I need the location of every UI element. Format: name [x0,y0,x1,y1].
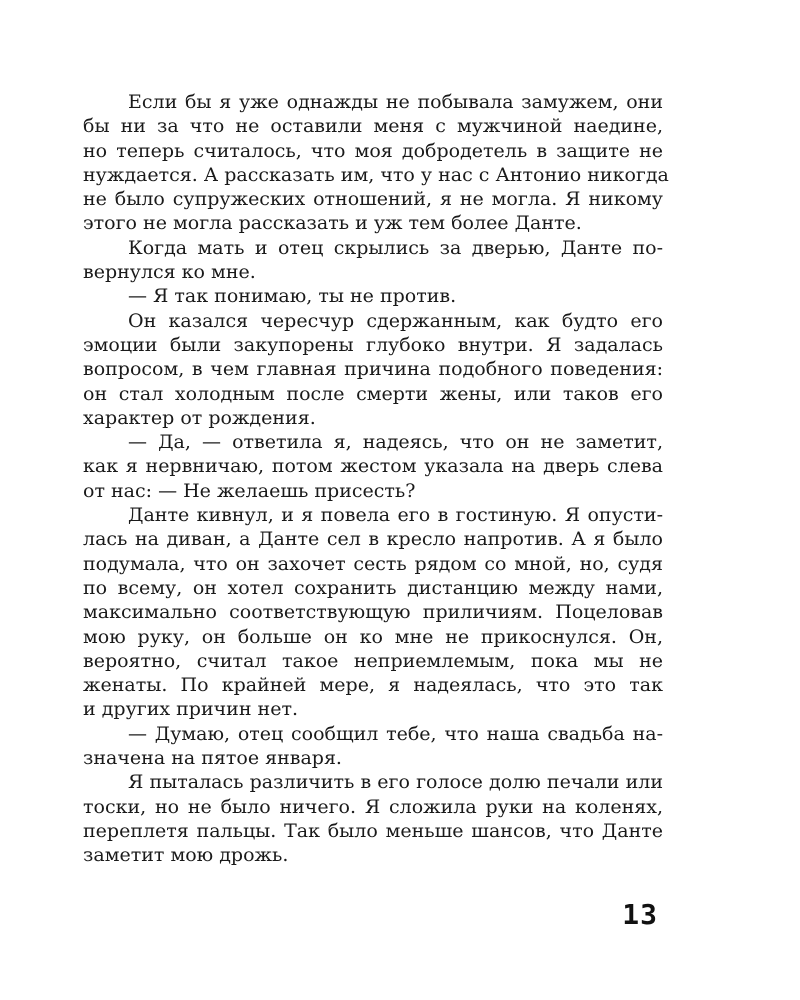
text-line: — Я так понимаю, ты не против. [128,285,457,308]
text-line: характер от рождения. [83,406,316,429]
text-line: вопросом, в чем главная причина подобного поведения: [83,358,663,381]
text-line: по всему, он хотел сохранить дистанцию между нами, [83,576,663,599]
text-line: этого не могла рассказать и уж тем более Данте. [83,212,582,235]
text-line: женаты. По крайней мере, я надеялась, что это так [83,674,663,697]
text-line: эмоции были закупорены глубоко внутри. Я задалась [83,333,663,356]
text-line: мою руку, он больше он ко мне не прикоснулся. Он, [83,625,663,648]
text-line: заметит мою дрожь. [83,844,289,867]
text-line: Я пыталась различить в его голосе долю печали или [128,771,663,794]
text-line: переплетя пальцы. Так было меньше шансов, что Данте [83,819,663,842]
text-line: нуждается. А рассказать им, что у нас с Антонио никогда [83,163,669,186]
text-line: и других причин нет. [83,698,298,721]
text-line: — Думаю, отец сообщил тебе, что наша свадьба на- [128,722,663,745]
text-line: вероятно, считал такое неприемлемым, пока мы не [83,649,663,672]
text-line: от нас: — Не желаешь присесть? [83,479,416,502]
text-line: значена на пятое января. [83,747,342,770]
page-number: 13 [622,898,658,931]
text-line: Когда мать и отец скрылись за дверью, Данте по- [128,236,663,259]
text-line: не было супружеских отношений, я не могла. Я никому [83,188,663,211]
text-line: как я нервничаю, потом жестом указала на дверь слева [83,455,663,478]
body-text [83,90,669,868]
text-line: но теперь считалось, что моя добродетель в защите не [83,139,663,162]
text-line: лась на диван, а Данте сел в кресло напротив. А я было [83,528,663,551]
text-line: он стал холодным после смерти жены, или таков его [83,382,663,405]
text-line: вернулся ко мне. [83,261,256,284]
text-line: — Да, — ответила я, надеясь, что он не заметит, [128,431,663,454]
text-line: максимально соответствующую приличиям. Поцеловав [83,601,663,624]
text-line: Данте кивнул, и я повела его в гостиную. Я опусти- [128,504,663,527]
text-line: Если бы я уже однажды не побывала замужем, они [128,91,663,113]
text-line: Он казался чересчур сдержанным, как будто его [128,309,663,332]
text-line: тоски, но не было ничего. Я сложила руки на коленях, [83,795,663,818]
text-line: бы ни за что не оставили меня с мужчиной наедине, [83,115,663,138]
text-line: подумала, что он захочет сесть рядом со мной, но, судя [83,552,663,575]
